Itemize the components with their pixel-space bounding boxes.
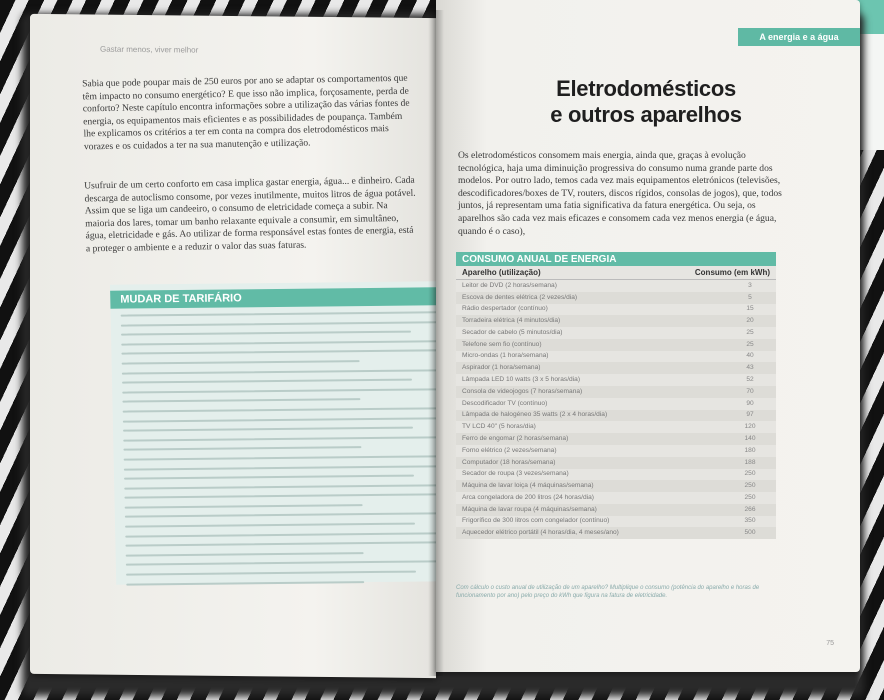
row-consumption: 25 (746, 328, 754, 336)
row-consumption: 97 (746, 411, 754, 419)
table-row (456, 327, 776, 339)
row-consumption: 120 (744, 423, 756, 431)
table-row (456, 304, 776, 316)
row-device: Secador de roupa (3 vezes/semana) (462, 470, 569, 478)
section-tab: A energia e a água (738, 28, 860, 46)
row-consumption: 15 (746, 305, 754, 313)
row-consumption: 500 (744, 529, 756, 537)
table-row (456, 351, 776, 363)
energy-consumption-table (456, 252, 776, 539)
right-page (436, 0, 860, 672)
page-title-line-2: e outros aparelhos (550, 102, 742, 127)
appliances-paragraph: Os eletrodomésticos consomem mais energia, ainda que, graças à evolução tecnológica, haja uma diminuição progressiva do consumo numa grande parte dos modelos. Por outro lado, temos cada vez mais equipamentos eletrónicos (televisões, descodificadores/boxes de TV, routers, discos rígidos, consolas de jogos), que, todos juntos, já representam uma fatia significativa da fatura energética. Ou seja, os aparelhos são cada vez mais eficazes e consomem cada vez menos energia (e água, quando é o caso), (458, 150, 782, 237)
row-consumption: 5 (748, 293, 752, 301)
table-row (456, 433, 776, 445)
row-device: Escova de dentes elétrica (2 vezes/dia) (462, 293, 578, 301)
table-row (456, 516, 776, 528)
row-device: Descodificador TV (contínuo) (462, 399, 548, 407)
row-consumption: 188 (744, 458, 756, 466)
table-row (456, 480, 776, 492)
left-page (30, 14, 436, 678)
table-row (456, 457, 776, 469)
table-body (456, 280, 776, 539)
table-row (456, 386, 776, 398)
row-consumption: 90 (746, 399, 754, 407)
row-device: Lâmpada LED 10 watts (3 x 5 horas/dia) (462, 376, 581, 384)
table-row (456, 504, 776, 516)
intro-paragraph: Sabia que pode poupar mais de 250 euros por ano se adaptar os comportamentos que têm impacto no consumo energético? E que isso não implica, forçosamente, perda de conforto? Neste capítulo encontra informações sobre a utilização das várias fontes de energia, os equipamentos mais eficientes e as possibilidades de poupança. Também lhe explicamos os critérios a ter em conta na compra dos eletrodomésticos mais vorazes e os cuidados a ter na sua manutenção e utilização. (82, 72, 410, 153)
row-device: Torradeira elétrica (4 minutos/dia) (462, 317, 561, 325)
table-header (456, 266, 776, 280)
table-row (456, 339, 776, 351)
table-row (456, 527, 776, 539)
row-consumption: 52 (746, 376, 754, 384)
row-consumption: 250 (744, 470, 756, 478)
row-device: Rádio despertador (contínuo) (462, 305, 548, 313)
row-device: Secador de cabelo (5 minutos/dia) (462, 328, 563, 336)
row-consumption: 140 (744, 434, 756, 442)
column-consumption: Consumo (em kWh) (694, 268, 770, 277)
row-consumption: 43 (746, 364, 754, 372)
row-device: Leitor de DVD (2 horas/semana) (462, 281, 557, 289)
tariff-box-title: MUDAR DE TARIFÁRIO (110, 287, 436, 309)
table-row (456, 492, 776, 504)
row-device: Consola de videojogos (7 horas/semana) (462, 387, 583, 395)
row-device: Computador (18 horas/semana) (462, 458, 556, 466)
table-row (456, 469, 776, 481)
row-consumption: 250 (744, 493, 756, 501)
page-title (496, 76, 796, 128)
row-device: Lâmpada de halogéneo 35 watts (2 x 4 horas/dia) (462, 411, 608, 419)
table-row (456, 398, 776, 410)
table-row (456, 315, 776, 327)
row-device: Aspirador (1 hora/semana) (462, 364, 541, 372)
row-device: Aquecedor elétrico portátil (4 horas/dia, 4 meses/ano) (462, 529, 619, 537)
row-consumption: 250 (744, 482, 756, 490)
row-device: Arca congeladora de 200 litros (24 horas/dia) (462, 493, 594, 501)
row-consumption: 40 (746, 352, 754, 360)
row-consumption: 70 (746, 387, 754, 395)
row-consumption: 20 (746, 317, 754, 325)
table-row (456, 421, 776, 433)
row-consumption: 180 (744, 446, 756, 454)
table-title: CONSUMO ANUAL DE ENERGIA (456, 252, 776, 266)
row-consumption: 25 (746, 340, 754, 348)
row-device: Máquina de lavar roupa (4 máquinas/semana) (462, 505, 597, 513)
page-title-line-1: Eletrodomésticos (556, 76, 736, 101)
row-device: Forno elétrico (2 vezes/semana) (462, 446, 557, 454)
column-device: Aparelho (utilização) (462, 268, 541, 277)
row-consumption: 266 (744, 505, 756, 513)
comfort-paragraph: Usufruir de um certo conforto em casa implica gastar energia, água... e dinheiro. Cada descarga de autoclismo consome, por vezes inutilmente, muitos litros de água potável. Assim que se liga um candeeiro, o consumo de eletricidade começa a subir. Na maioria dos lares, tomar um banho relaxante equivale a consumir, em simultâneo, água, eletricidade e gás. Ao utilizar de forma responsável estas fontes de energia, está a proteger o ambiente e a reduzir o valor das suas faturas. (84, 174, 416, 255)
table-row (456, 445, 776, 457)
table-row (456, 292, 776, 304)
table-row (456, 362, 776, 374)
table-row (456, 410, 776, 422)
row-consumption: 3 (748, 281, 752, 289)
table-row (456, 280, 776, 292)
table-note: Com cálculo o custo anual de utilização de um aparelho? Multiplique o consumo (potência do aparelho e horas de funcionamento por ano) pelo preço do kWh que figura na fatura de eletricidade. (456, 585, 760, 599)
page-number: 75 (826, 640, 834, 647)
tariff-box (110, 281, 436, 585)
running-head: Gastar menos, viver melhor (100, 44, 199, 55)
row-device: Máquina de lavar loiça (4 máquinas/semana) (462, 482, 594, 490)
row-device: TV LCD 40" (5 horas/dia) (462, 423, 536, 431)
table-row (456, 374, 776, 386)
row-device: Micro-ondas (1 hora/semana) (462, 352, 549, 360)
row-device: Telefone sem fio (contínuo) (462, 340, 542, 348)
row-consumption: 350 (744, 517, 756, 525)
tariff-box-text (121, 311, 436, 593)
row-device: Frigorífico de 300 litros com congelador (contínuo) (462, 517, 610, 525)
book-gutter (428, 10, 444, 676)
row-device: Ferro de engomar (2 horas/semana) (462, 434, 569, 442)
